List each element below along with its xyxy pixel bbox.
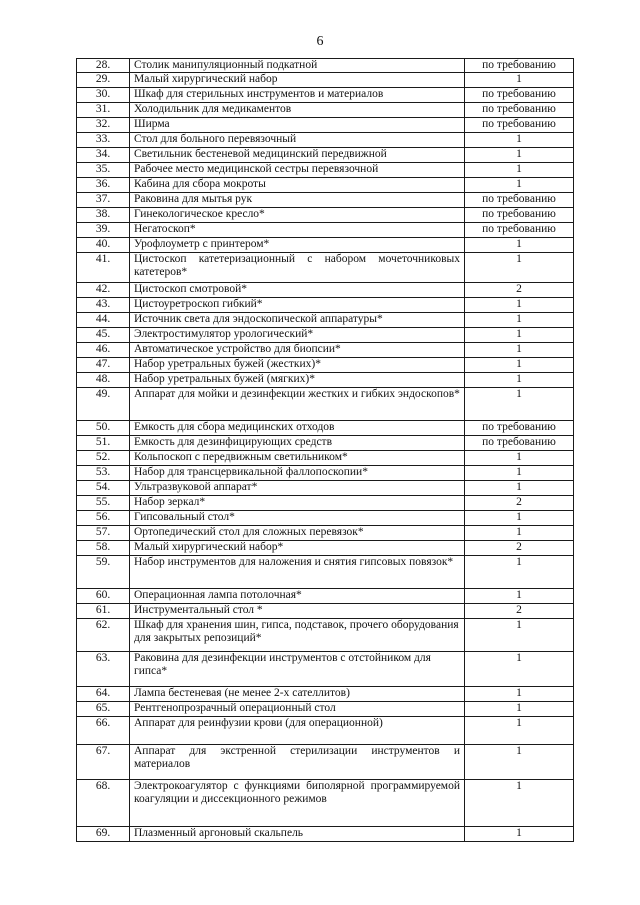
table-row xyxy=(77,466,574,481)
table-row xyxy=(77,118,574,133)
row-number: 57. xyxy=(77,526,130,541)
row-name: Светильник бестеневой медицинский передвижной xyxy=(130,148,465,163)
table-row xyxy=(77,421,574,436)
row-name: Набор уретральных бужей (жестких)* xyxy=(130,358,465,373)
row-quantity: 1 xyxy=(465,343,574,358)
row-name: Ортопедический стол для сложных перевязок* xyxy=(130,526,465,541)
row-number: 51. xyxy=(77,436,130,451)
row-name: Рабочее место медицинской сестры перевязочной xyxy=(130,163,465,178)
row-number: 56. xyxy=(77,511,130,526)
row-name: Негатоскоп* xyxy=(130,223,465,238)
table-row xyxy=(77,223,574,238)
row-quantity: 1 xyxy=(465,73,574,88)
row-quantity: 1 xyxy=(465,328,574,343)
row-number: 62. xyxy=(77,619,130,652)
row-quantity: 1 xyxy=(465,702,574,717)
row-name: Цистоскоп катетеризационный с набором мочеточниковых катетеров* xyxy=(130,253,465,283)
row-quantity: 2 xyxy=(465,496,574,511)
table-row xyxy=(77,373,574,388)
row-quantity: по требованию xyxy=(465,193,574,208)
row-number: 64. xyxy=(77,687,130,702)
row-quantity: по требованию xyxy=(465,421,574,436)
row-name: Раковина для дезинфекции инструментов с отстойником для гипса* xyxy=(130,652,465,687)
row-quantity: 1 xyxy=(465,687,574,702)
row-name: Малый хирургический набор xyxy=(130,73,465,88)
row-quantity: 2 xyxy=(465,283,574,298)
row-name: Ширма xyxy=(130,118,465,133)
row-quantity: 1 xyxy=(465,526,574,541)
page-number: 6 xyxy=(316,34,324,49)
row-quantity: 1 xyxy=(465,148,574,163)
row-number: 41. xyxy=(77,253,130,283)
row-quantity: 2 xyxy=(465,541,574,556)
table-row xyxy=(77,178,574,193)
row-name: Рентгенопрозрачный операционный стол xyxy=(130,702,465,717)
row-quantity: 1 xyxy=(465,373,574,388)
row-number: 44. xyxy=(77,313,130,328)
row-quantity: по требованию xyxy=(465,223,574,238)
row-name: Кабина для сбора мокроты xyxy=(130,178,465,193)
row-number: 59. xyxy=(77,556,130,589)
table-row xyxy=(77,745,574,780)
row-name: Малый хирургический набор* xyxy=(130,541,465,556)
row-number: 69. xyxy=(77,827,130,842)
row-name: Набор инструментов для наложения и снятия гипсовых повязок* xyxy=(130,556,465,589)
row-number: 48. xyxy=(77,373,130,388)
row-quantity: 1 xyxy=(465,466,574,481)
row-quantity: 1 xyxy=(465,238,574,253)
table-row xyxy=(77,238,574,253)
table-row xyxy=(77,481,574,496)
row-number: 68. xyxy=(77,780,130,827)
row-number: 36. xyxy=(77,178,130,193)
row-number: 60. xyxy=(77,589,130,604)
table-row xyxy=(77,59,574,73)
row-name: Цистоскоп смотровой* xyxy=(130,283,465,298)
row-quantity: по требованию xyxy=(465,59,574,73)
table-row xyxy=(77,88,574,103)
row-name: Емкость для сбора медицинских отходов xyxy=(130,421,465,436)
row-number: 34. xyxy=(77,148,130,163)
row-quantity: 1 xyxy=(465,827,574,842)
table-row xyxy=(77,717,574,745)
row-number: 31. xyxy=(77,103,130,118)
row-number: 45. xyxy=(77,328,130,343)
row-quantity: 1 xyxy=(465,388,574,421)
row-quantity: 1 xyxy=(465,313,574,328)
row-name: Аппарат для экстренной стерилизации инструментов и материалов xyxy=(130,745,465,780)
row-number: 37. xyxy=(77,193,130,208)
row-name: Аппарат для мойки и дезинфекции жестких и гибких эндоскопов* xyxy=(130,388,465,421)
table-row xyxy=(77,436,574,451)
row-name: Набор для трансцервикальной фаллопоскопии* xyxy=(130,466,465,481)
row-name: Операционная лампа потолочная* xyxy=(130,589,465,604)
row-quantity: 1 xyxy=(465,511,574,526)
row-number: 67. xyxy=(77,745,130,780)
row-number: 66. xyxy=(77,717,130,745)
table-row xyxy=(77,526,574,541)
row-number: 40. xyxy=(77,238,130,253)
table-row xyxy=(77,619,574,652)
row-name: Шкаф для хранения шин, гипса, подставок, прочего оборудования для закрытых репозиций* xyxy=(130,619,465,652)
table-row xyxy=(77,148,574,163)
row-name: Гинекологическое кресло* xyxy=(130,208,465,223)
row-number: 30. xyxy=(77,88,130,103)
row-number: 50. xyxy=(77,421,130,436)
row-quantity: по требованию xyxy=(465,118,574,133)
row-quantity: 2 xyxy=(465,604,574,619)
table-row xyxy=(77,652,574,687)
row-name: Набор зеркал* xyxy=(130,496,465,511)
row-number: 35. xyxy=(77,163,130,178)
row-number: 55. xyxy=(77,496,130,511)
row-number: 54. xyxy=(77,481,130,496)
table-row xyxy=(77,780,574,827)
table-row xyxy=(77,328,574,343)
row-name: Стол для больного перевязочный xyxy=(130,133,465,148)
row-quantity: 1 xyxy=(465,589,574,604)
table-row xyxy=(77,702,574,717)
row-number: 38. xyxy=(77,208,130,223)
row-number: 49. xyxy=(77,388,130,421)
row-number: 63. xyxy=(77,652,130,687)
table-row xyxy=(77,388,574,421)
row-name: Набор уретральных бужей (мягких)* xyxy=(130,373,465,388)
table-row xyxy=(77,193,574,208)
row-quantity: 1 xyxy=(465,745,574,780)
row-quantity: 1 xyxy=(465,619,574,652)
table-row xyxy=(77,687,574,702)
row-number: 65. xyxy=(77,702,130,717)
row-number: 61. xyxy=(77,604,130,619)
row-number: 42. xyxy=(77,283,130,298)
row-name: Гипсовальный стол* xyxy=(130,511,465,526)
table-row xyxy=(77,451,574,466)
row-name: Урофлоуметр с принтером* xyxy=(130,238,465,253)
row-quantity: по требованию xyxy=(465,436,574,451)
row-number: 46. xyxy=(77,343,130,358)
row-name: Электрокоагулятор с функциями биполярной программируемой коагуляции и диссекционного режимов xyxy=(130,780,465,827)
row-name: Электростимулятор урологический* xyxy=(130,328,465,343)
table-row xyxy=(77,103,574,118)
table-row xyxy=(77,253,574,283)
row-number: 53. xyxy=(77,466,130,481)
row-quantity: 1 xyxy=(465,298,574,313)
row-name: Столик манипуляционный подкатной xyxy=(130,59,465,73)
row-name: Ультразвуковой аппарат* xyxy=(130,481,465,496)
row-name: Инструментальный стол * xyxy=(130,604,465,619)
row-number: 43. xyxy=(77,298,130,313)
row-number: 39. xyxy=(77,223,130,238)
table-row xyxy=(77,298,574,313)
row-quantity: 1 xyxy=(465,253,574,283)
row-number: 47. xyxy=(77,358,130,373)
table-row xyxy=(77,313,574,328)
row-name: Источник света для эндоскопической аппаратуры* xyxy=(130,313,465,328)
row-name: Раковина для мытья рук xyxy=(130,193,465,208)
table-row xyxy=(77,511,574,526)
row-name: Холодильник для медикаментов xyxy=(130,103,465,118)
row-quantity: 1 xyxy=(465,178,574,193)
table-row xyxy=(77,208,574,223)
row-number: 32. xyxy=(77,118,130,133)
row-quantity: 1 xyxy=(465,163,574,178)
row-quantity: 1 xyxy=(465,481,574,496)
table-row xyxy=(77,73,574,88)
row-name: Плазменный аргоновый скальпель xyxy=(130,827,465,842)
table-row xyxy=(77,496,574,511)
row-quantity: по требованию xyxy=(465,208,574,223)
table-row xyxy=(77,827,574,842)
table-row xyxy=(77,541,574,556)
row-quantity: 1 xyxy=(465,451,574,466)
row-number: 58. xyxy=(77,541,130,556)
row-name: Аппарат для реинфузии крови (для операционной) xyxy=(130,717,465,745)
equipment-table xyxy=(76,58,574,842)
row-quantity: по требованию xyxy=(465,88,574,103)
row-name: Автоматическое устройство для биопсии* xyxy=(130,343,465,358)
row-quantity: 1 xyxy=(465,358,574,373)
table-row xyxy=(77,343,574,358)
row-number: 52. xyxy=(77,451,130,466)
row-number: 29. xyxy=(77,73,130,88)
table-row xyxy=(77,163,574,178)
table-row xyxy=(77,358,574,373)
row-name: Емкость для дезинфицирующих средств xyxy=(130,436,465,451)
row-number: 33. xyxy=(77,133,130,148)
row-name: Цистоуретроскоп гибкий* xyxy=(130,298,465,313)
table-row xyxy=(77,133,574,148)
table-row xyxy=(77,589,574,604)
row-number: 28. xyxy=(77,59,130,73)
table-row xyxy=(77,556,574,589)
row-quantity: 1 xyxy=(465,556,574,589)
row-name: Шкаф для стерильных инструментов и материалов xyxy=(130,88,465,103)
row-quantity: 1 xyxy=(465,133,574,148)
table-row xyxy=(77,283,574,298)
row-quantity: 1 xyxy=(465,780,574,827)
row-quantity: 1 xyxy=(465,652,574,687)
row-quantity: 1 xyxy=(465,717,574,745)
row-name: Лампа бестеневая (не менее 2-х сателлитов) xyxy=(130,687,465,702)
row-name: Кольпоскоп с передвижным светильником* xyxy=(130,451,465,466)
row-quantity: по требованию xyxy=(465,103,574,118)
table-row xyxy=(77,604,574,619)
